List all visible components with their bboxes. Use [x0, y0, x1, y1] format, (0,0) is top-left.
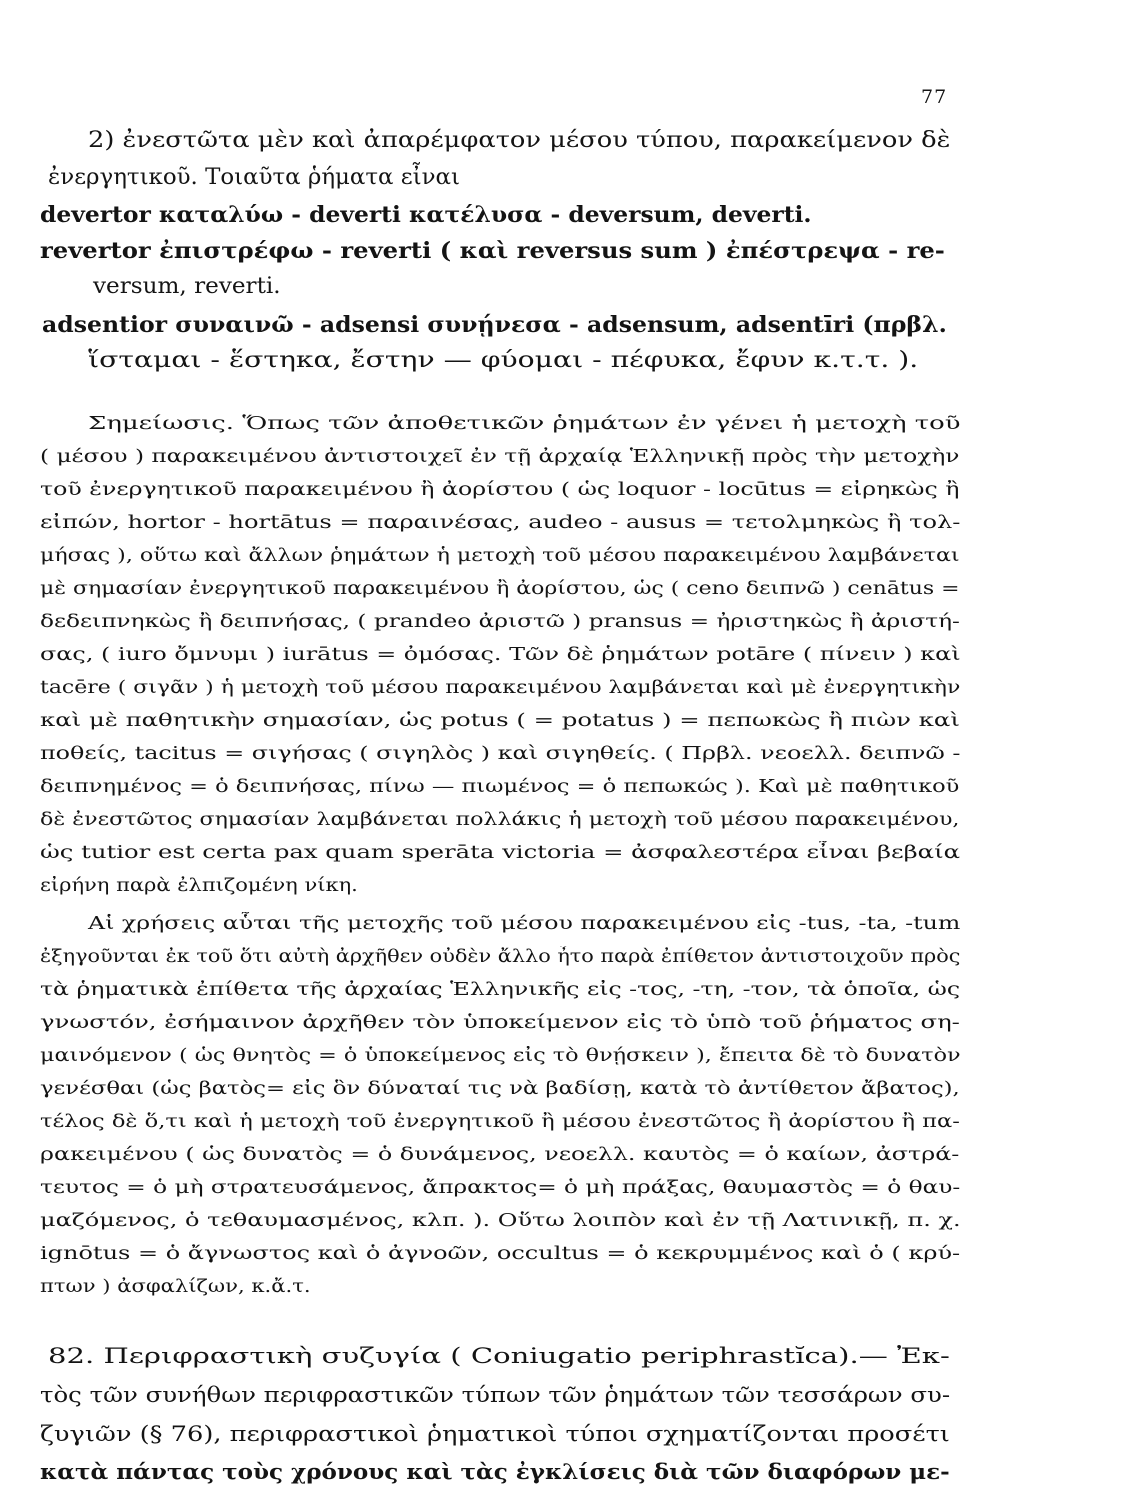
text-line: δεδειπνηκὼς ἢ δειπνήσας, ( prandeo ἀριστῶ ) pransus = ἠριστηκὼς ἢ ἀριστή-	[40, 612, 960, 632]
text-line: τευτος = ὁ μὴ στρατευσάμενος, ἄπρακτος= ὁ μὴ πράξας, θαυμαστὸς = ὁ θαυ-	[40, 1178, 961, 1198]
text-line: devertor καταλύω - deverti κατέλυσα - deversum, deverti.	[40, 202, 812, 228]
text-line: Αἱ χρήσεις αὗται τῆς μετοχῆς τοῦ μέσου παρακειμένου εἰς -tus, -ta, -tum	[88, 914, 961, 934]
text-line: 2) ἐνεστῶτα μὲν καὶ ἀπαρέμφατον μέσου τύπου, παρακείμενον δὲ	[88, 128, 951, 153]
text-line: δειπνημένος = ὁ δειπνήσας, πίνω — πιωμένος = ὁ πεπωκώς ). Καὶ μὲ παθητικοῦ	[40, 777, 960, 797]
text-line: μήσας ), οὕτω καὶ ἄλλων ῥημάτων ἡ μετοχὴ τοῦ μέσου παρακειμένου λαμβάνεται	[40, 546, 960, 566]
text-line: ρακειμένου ( ὡς δυνατὸς = ὁ δυνάμενος, νεοελλ. καυτὸς = ὁ καίων, ἀστρά-	[40, 1145, 960, 1165]
text-line: μαζόμενος, ὁ τεθαυμασμένος, κλπ. ). Οὕτω λοιπὸν καὶ ἐν τῇ Λατινικῇ, π. χ.	[40, 1211, 961, 1231]
text-line: Σημείωσις. Ὅπως τῶν ἀποθετικῶν ῥημάτων ἐν γένει ἡ μετοχὴ τοῦ	[88, 414, 961, 434]
text-line: μὲ σημασίαν ἐνεργητικοῦ παρακειμένου ἢ ἀορίστου, ὡς ( ceno δειπνῶ ) cenātus =	[40, 579, 960, 599]
text-line: τοῦ ἐνεργητικοῦ παρακειμένου ἢ ἀορίστου ( ὡς loquor - locūtus = εἰρηκὼς ἢ	[40, 480, 960, 500]
text-line: ποθείς, tacitus = σιγήσας ( σιγηλὸς ) καὶ σιγηθείς. ( Πρβλ. νεοελλ. δειπνῶ -	[40, 744, 961, 764]
text-line: ἐξηγοῦνται ἐκ τοῦ ὅτι αὐτὴ ἀρχῆθεν οὐδὲν ἄλλο ἦτο παρὰ ἐπίθετον ἀντιστοιχοῦν πρὸς	[40, 947, 961, 967]
text-line: adsentior συναινῶ - adsensi συνῄνεσα - adsensum, adsentīri (πρβλ.	[42, 312, 947, 338]
text-line: γενέσθαι (ὡς βατὸς= εἰς ὃν δύναταί τις νὰ βαδίσῃ, κατὰ τὸ ἀντίθετον ἄβατος),	[40, 1079, 960, 1099]
text-line: μαινόμενον ( ὡς θνητὸς = ὁ ὑποκείμενος εἰς τὸ θνῄσκειν ), ἔπειτα δὲ τὸ δυνατὸν	[40, 1046, 961, 1066]
text-line: πτων ) ἀσφαλίζων, κ.ἄ.τ.	[40, 1277, 311, 1297]
text-line: ἐνεργητικοῦ. Τοιαῦτα ῥήματα εἶναι	[48, 165, 460, 190]
text-line: ὡς tutior est certa pax quam sperāta victoria = ἀσφαλεστέρα εἶναι βεβαία	[40, 843, 961, 863]
text-line: γνωστόν, ἐσήμαινον ἀρχῆθεν τὸν ὑποκείμενον εἰς τὸ ὑπὸ τοῦ ῥήματος ση-	[40, 1013, 960, 1033]
text-line: σας, ( iuro ὄμνυμι ) iurātus = ὀμόσας. Τῶν δὲ ῥημάτων potāre ( πίνειν ) καὶ	[40, 645, 961, 665]
section-heading-line: 82. Περιφραστικὴ συζυγία ( Coniugatio periphrastĭca).— Ἐκ-	[48, 1344, 950, 1369]
text-line: δὲ ἐνεστῶτος σημασίαν λαμβάνεται πολλάκις ἡ μετοχὴ τοῦ μέσου παρακειμένου,	[40, 810, 960, 830]
text-line: εἰπών, hortor - hortātus = παραινέσας, audeo - ausus = τετολμηκὼς ἢ τολ-	[40, 513, 961, 533]
text-line: tacēre ( σιγᾶν ) ἡ μετοχὴ τοῦ μέσου παρακειμένου λαμβάνεται καὶ μὲ ἐνεργητικὴν	[40, 678, 961, 698]
text-line: τέλος δὲ ὅ,τι καὶ ἡ μετοχὴ τοῦ ἐνεργητικοῦ ἢ μέσου ἐνεστῶτος ἢ ἀορίστου ἢ πα-	[40, 1112, 960, 1132]
text-line: versum, reverti.	[93, 274, 281, 299]
text-line: καὶ μὲ παθητικὴν σημασίαν, ὡς potus ( = potatus ) = πεπωκὼς ἢ πιὼν καὶ	[40, 711, 960, 731]
text-line: ζυγιῶν (§ 76), περιφραστικοὶ ῥηματικοὶ τύποι σχηματίζονται προσέτι	[40, 1422, 950, 1447]
text-line: κατὰ πάντας τοὺς χρόνους καὶ τὰς ἐγκλίσεις διὰ τῶν διαφόρων με-	[40, 1460, 950, 1485]
page-number: 77	[921, 86, 948, 108]
text-line: ( μέσου ) παρακειμένου ἀντιστοιχεῖ ἐν τῇ ἀρχαίᾳ Ἑλληνικῇ πρὸς τὴν μετοχὴν	[40, 447, 960, 467]
text-line: τὰ ῥηματικὰ ἐπίθετα τῆς ἀρχαίας Ἑλληνικῆς εἰς -τος, -τη, -τον, τὰ ὁποῖα, ὡς	[40, 980, 961, 1000]
text-line: ignōtus = ὁ ἄγνωστος καὶ ὁ ἀγνοῶν, occultus = ὁ κεκρυμμένος καὶ ὁ ( κρύ-	[40, 1244, 961, 1264]
text-line: εἰρήνη παρὰ ἐλπιζομένη νίκη.	[40, 876, 358, 896]
text-line: ἵσταμαι - ἕστηκα, ἔστην — φύομαι - πέφυκα, ἔφυν κ.τ.τ. ).	[88, 348, 919, 373]
text-line: revertor ἐπιστρέφω - reverti ( καὶ reversus sum ) ἐπέστρεψα - re-	[40, 238, 945, 264]
text-line: τὸς τῶν συνήθων περιφραστικῶν τύπων τῶν ῥημάτων τῶν τεσσάρων συ-	[40, 1383, 951, 1408]
